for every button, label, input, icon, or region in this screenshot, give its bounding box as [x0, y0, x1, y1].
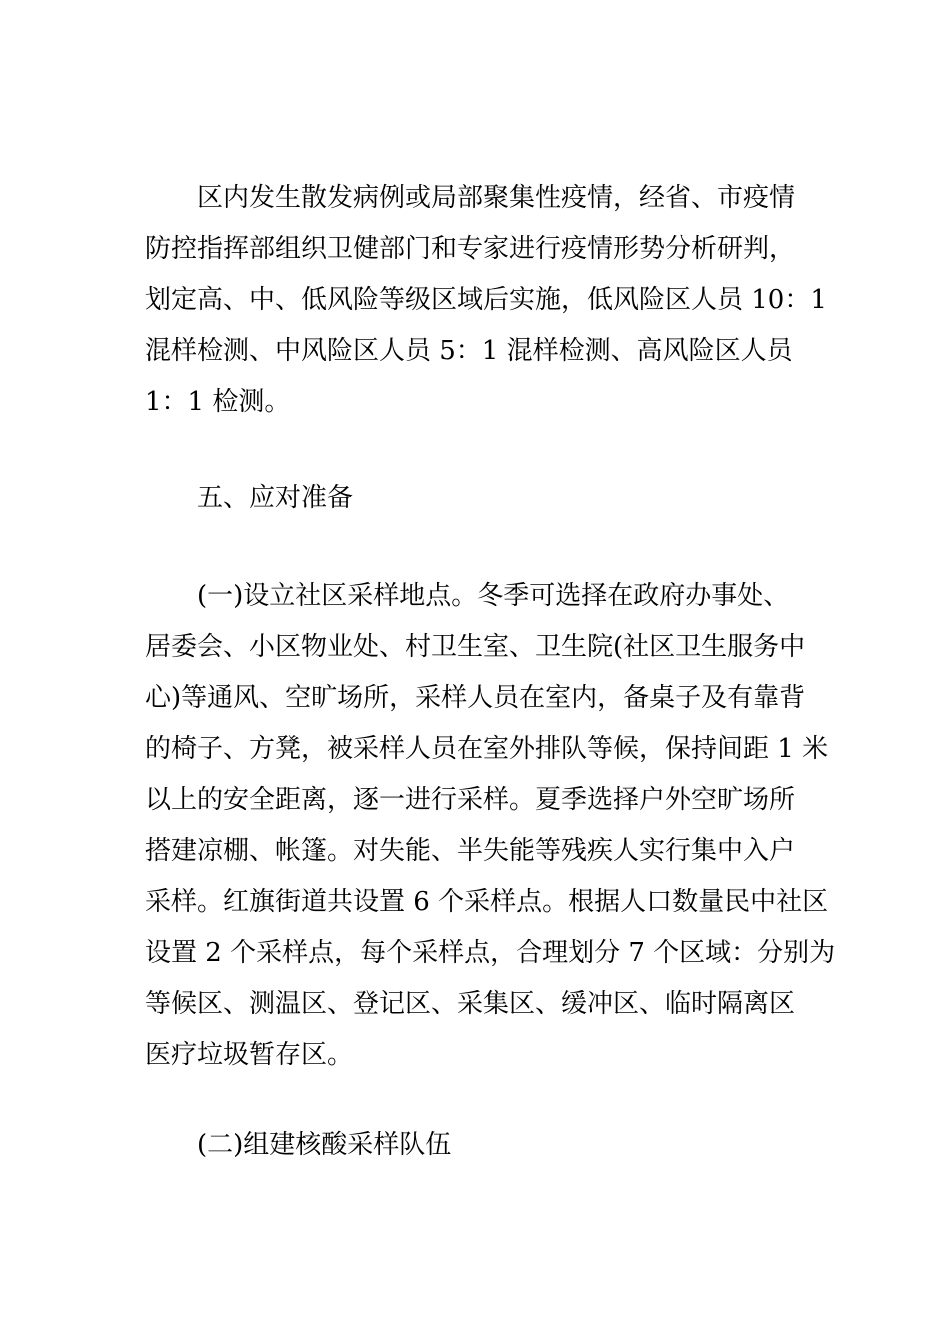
para1-line-4: 混样检测、中风险区人员 5：1 混样检测、高风险区人员	[145, 336, 793, 366]
para1-line-3: 划定高、中、低风险等级区域后实施，低风险区人员 10：1	[145, 285, 827, 315]
para2-line-10: 医疗垃圾暂存区。	[145, 1040, 354, 1070]
para2-line-2: 居委会、小区物业处、村卫生室、卫生院(社区卫生服务中	[145, 632, 806, 662]
para2-line-5: 以上的安全距离，逐一进行采样。夏季选择户外空旷场所	[145, 785, 796, 815]
para2-line-9: 等候区、测温区、登记区、采集区、缓冲区、临时隔离区	[145, 989, 796, 1019]
para1-line-2: 防控指挥部组织卫健部门和专家进行疫情形势分析研判，	[145, 234, 796, 264]
para1-line-1: 区内发生散发病例或局部聚集性疫情，经省、市疫情	[197, 183, 796, 213]
para1-line-5: 1：1 检测。	[145, 387, 291, 417]
subheading-2: (二)组建核酸采样队伍	[197, 1130, 452, 1160]
section-heading-5: 五、应对准备	[197, 483, 354, 513]
para2-line-1: (一)设立社区采样地点。冬季可选择在政府办事处、	[197, 581, 790, 611]
para2-line-8: 设置 2 个采样点，每个采样点，合理划分 7 个区域：分别为	[145, 938, 836, 968]
para2-line-7: 采样。红旗街道共设置 6 个采样点。根据人口数量民中社区	[145, 887, 829, 917]
para2-line-3: 心)等通风、空旷场所，采样人员在室内，备桌子及有靠背	[145, 683, 806, 713]
para2-line-4: 的椅子、方凳，被采样人员在室外排队等候，保持间距 1 米	[145, 734, 829, 764]
para2-line-6: 搭建凉棚、帐篷。对失能、半失能等残疾人实行集中入户	[145, 836, 796, 866]
